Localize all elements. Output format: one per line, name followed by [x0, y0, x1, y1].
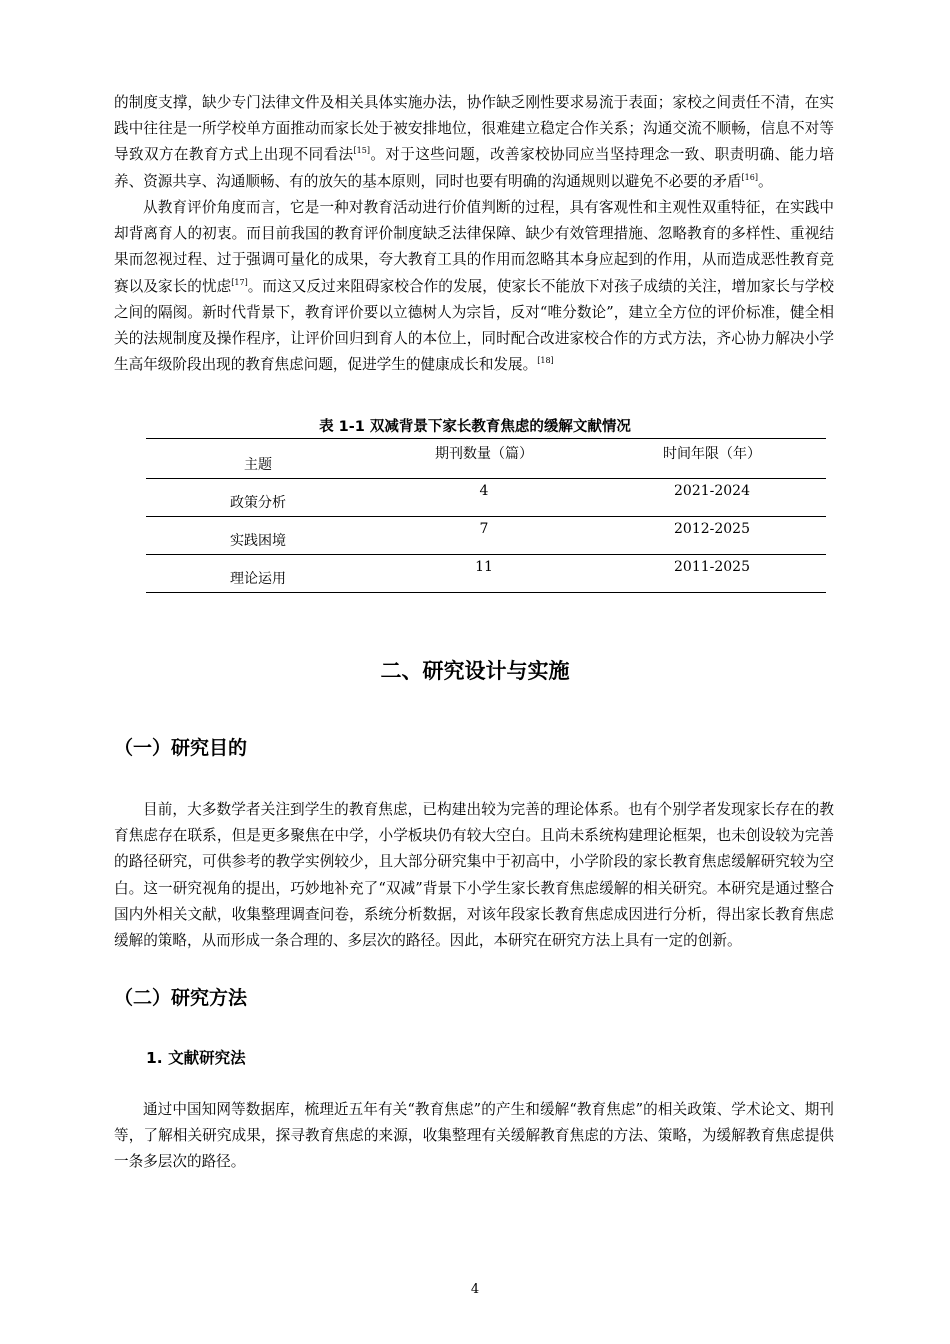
section-title: 二、研究设计与实施	[380, 659, 570, 683]
table-row	[146, 555, 826, 593]
paragraph-research-purpose: 目前，大多数学者关注到学生的教育焦虑，已构建出较为完善的理论体系。也有个别学者发现家长存在的教育焦虑存在联系，但是更多聚焦在中学，小学板块仍有较大空白。且尚未系统构建理论框架，也未创设较为完善的路径研究，可供参考的教学实例较少，且大部分研究集中于初高中，小学阶段的家长教育焦虑缓解研究较为空白。这一研究视角的提出，巧妙地补充了“双减”背景下小学生家长教育焦虑缓解的相关研究。本研究是通过整合国内外相关文献，收集整理调查问卷，系统分析数据，对该年段家长教育焦虑成因进行分析，得出家长教育焦虑缓解的策略，从而形成一条合理的、多层次的路径。因此，本研究在研究方法上具有一定的创新。	[114, 801, 834, 950]
table-header-row	[146, 439, 826, 479]
table-cell-years: 2011-2025	[674, 559, 750, 575]
page-number: 4	[470, 1282, 480, 1297]
table-cell-count: 7	[479, 521, 489, 537]
table-header-topic: 主题	[244, 457, 272, 473]
table-caption: 表 1-1 双减背景下家长教育焦虑的缓解文献情况	[319, 419, 631, 435]
table-cell-topic: 理论运用	[230, 571, 286, 587]
table-cell-years: 2021-2024	[674, 483, 750, 499]
citation-17[interactable]: [17]	[231, 277, 248, 287]
table-cell-topic: 政策分析	[230, 495, 286, 511]
table-header-years: 时间年限（年）	[663, 446, 761, 462]
subsection-title-purpose: （一）研究目的	[114, 737, 248, 759]
method-title-literature: 1. 文献研究法	[146, 1049, 246, 1067]
table-cell-years: 2012-2025	[674, 521, 750, 537]
paragraph-literature-method: 通过中国知网等数据库，梳理近五年有关“教育焦虑”的产生和缓解“教育焦虑”的相关政策、学术论文、期刊等，了解相关研究成果，探寻教育焦虑的来源，收集整理有关缓解教育焦虑的方法、策略，为缓解教育焦虑提供一条多层次的路径。	[114, 1101, 834, 1171]
literature-table	[146, 438, 826, 593]
paragraph-home-school-issues: 的制度支撑，缺少专门法律文件及相关具体实施办法，协作缺乏刚性要求易流于表面；家校之间责任不清，在实践中往往是一所学校单方面推动而家长处于被安排地位，很难建立稳定合作关系；沟通交流不顺畅，信息不对等导致双方在教育方式上出现不同看法[15]。对于这些问题，改善家校协同应当坚持理念一致、职责明确、能力培养、资源共享、沟通顺畅、有的放矢的基本原则，同时也要有明确的沟通规则以避免不必要的矛盾[16]。	[114, 94, 834, 190]
table-header-count: 期刊数量（篇）	[435, 446, 533, 462]
subsection-title-methods: （二）研究方法	[114, 987, 248, 1009]
table-row	[146, 517, 826, 555]
paragraph-education-evaluation: 从教育评价角度而言，它是一种对教育活动进行价值判断的过程，具有客观性和主观性双重特征，在实践中却背离育人的初衷。而目前我国的教育评价制度缺乏法律保障、缺少有效管理措施、忽略教育的多样性、重视结果而忽视过程、过于强调可量化的成果，夸大教育工具的作用而忽略其本身应起到的作用，从而造成恶性教育竞赛以及家长的忧虑[17]。而这又反过来阻碍家校合作的发展，使家长不能放下对孩子成绩的关注，增加家长与学校之间的隔阂。新时代背景下，教育评价要以立德树人为宗旨，反对“唯分数论”，建立全方位的评价标准，健全相关的法规制度及操作程序，让评价回归到育人的本位上，同时配合改进家校合作的方式方法，齐心协力解决小学生高年级阶段出现的教育焦虑问题，促进学生的健康成长和发展。[18]	[114, 199, 834, 374]
table-row	[146, 479, 826, 517]
citation-18[interactable]: [18]	[537, 356, 554, 366]
table-cell-count: 4	[479, 483, 489, 499]
citation-16[interactable]: [16]	[741, 172, 758, 182]
table-cell-count: 11	[475, 559, 493, 575]
table-cell-topic: 实践困境	[230, 533, 286, 549]
citation-15[interactable]: [15]	[353, 146, 370, 156]
